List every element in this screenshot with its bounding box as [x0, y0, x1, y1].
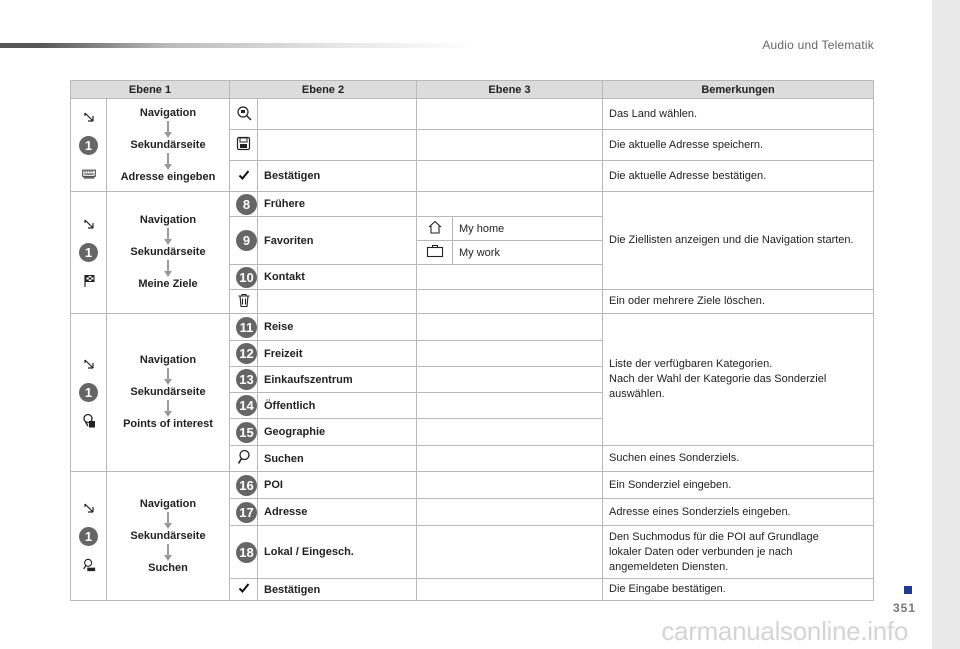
level2-badge-cell	[230, 341, 258, 367]
level2-label: Favoriten	[258, 217, 417, 265]
remark-cell	[603, 526, 874, 579]
level2-icon-cell	[230, 130, 258, 161]
keyboard-icon	[82, 167, 96, 181]
search-abc-icon	[82, 558, 96, 572]
down-arrow-icon	[164, 260, 172, 277]
level1-icons	[71, 99, 107, 192]
number-badge: 15	[236, 422, 257, 443]
level3-cell	[417, 446, 603, 472]
nav-step-target: Adresse eingeben	[120, 170, 216, 183]
level-badge: 1	[79, 527, 98, 546]
nav-step-target: Meine Ziele	[138, 278, 198, 290]
level1-icons	[71, 314, 107, 472]
level-badge: 1	[79, 136, 98, 155]
briefcase-icon	[426, 244, 444, 258]
level3-cell	[417, 130, 603, 161]
level3-cell	[417, 579, 603, 601]
level2-label: Geographie	[258, 419, 417, 446]
number-badge: 14	[236, 395, 257, 416]
level2-label: Bestätigen	[258, 579, 417, 601]
nav-step-secondary: Sekundärseite	[130, 246, 206, 258]
remark-line: auswählen.	[609, 388, 665, 400]
poi-pin-icon	[82, 414, 96, 428]
navigation-arrow-icon	[82, 110, 96, 124]
level2-label	[258, 130, 417, 161]
number-badge: 9	[236, 230, 257, 251]
level1-path	[107, 314, 230, 472]
level3-cell	[417, 314, 603, 341]
remark-cell: Suchen eines Sonderziels.	[603, 446, 874, 472]
level2-icon-cell	[230, 99, 258, 130]
level3-cell	[417, 393, 603, 419]
remark-line: lokaler Daten oder verbunden je nach	[609, 545, 793, 558]
trash-icon	[237, 293, 251, 308]
level3-cell	[417, 367, 603, 393]
level3-cell	[417, 99, 603, 130]
level2-icon-cell	[230, 579, 258, 601]
level3-cell	[417, 265, 603, 290]
number-badge: 8	[236, 194, 257, 215]
nav-step-navigation: Navigation	[139, 106, 197, 119]
down-arrow-icon	[164, 368, 172, 385]
column-header-ebene-2: Ebene 2	[230, 81, 417, 99]
down-arrow-icon	[164, 228, 172, 245]
destination-flag-icon	[82, 274, 96, 288]
level3-cell	[417, 526, 603, 579]
level2-label: POI	[258, 472, 417, 499]
level2-badge-cell	[230, 419, 258, 446]
number-badge: 18	[236, 542, 257, 563]
remark-line: Nach der Wahl der Kategorie das Sonderziel	[609, 373, 827, 385]
checkmark-icon	[238, 169, 250, 181]
level2-label	[258, 290, 417, 314]
level2-label: Öffentlich	[258, 393, 417, 419]
checkmark-icon	[238, 582, 250, 594]
navigation-arrow-icon	[82, 357, 96, 371]
number-badge: 12	[236, 343, 257, 364]
level-badge: 1	[79, 383, 98, 402]
nav-step-navigation: Navigation	[139, 497, 197, 510]
level2-label: Einkaufszentrum	[258, 367, 417, 393]
level3-cell	[417, 499, 603, 526]
down-arrow-icon	[164, 400, 172, 417]
level2-badge-cell	[230, 314, 258, 341]
level2-badge-cell	[230, 393, 258, 419]
down-arrow-icon	[164, 544, 172, 561]
remark-cell: Ein Sonderziel eingeben.	[603, 472, 874, 499]
level3-cell	[417, 419, 603, 446]
level2-badge-cell	[230, 192, 258, 217]
level2-icon-cell	[230, 446, 258, 472]
number-badge: 17	[236, 502, 257, 523]
remark-cell: Ein oder mehrere Ziele löschen.	[603, 290, 874, 314]
level2-label: Suchen	[258, 446, 417, 472]
level1-path	[107, 99, 230, 192]
level1-path	[107, 192, 230, 314]
nav-step-navigation: Navigation	[139, 214, 197, 226]
level3-label: My work	[453, 241, 603, 265]
level2-label: Lokal / Eingesch.	[258, 526, 417, 579]
level2-label: Kontakt	[258, 265, 417, 290]
table-row	[71, 314, 874, 341]
remark-cell: Die Eingabe bestätigen.	[603, 579, 874, 601]
header-rule	[0, 43, 480, 48]
nav-step-secondary: Sekundärseite	[130, 529, 206, 542]
number-badge: 13	[236, 369, 257, 390]
watermark: carmanualsonline.info	[661, 616, 908, 646]
nav-step-target: Suchen	[148, 561, 188, 574]
table-row	[71, 192, 874, 217]
flag-search-icon	[236, 105, 252, 121]
level2-label	[258, 99, 417, 130]
side-margin-strip	[932, 0, 960, 649]
level3-cell	[417, 472, 603, 499]
remark-line: angemeldeten Diensten.	[609, 560, 729, 573]
level2-label: Bestätigen	[258, 161, 417, 192]
column-header-bemerkungen: Bemerkungen	[603, 81, 874, 99]
remark-line: Liste der verfügbaren Kategorien.	[609, 358, 773, 370]
table-row	[71, 99, 874, 130]
home-icon	[427, 220, 443, 234]
level2-label: Reise	[258, 314, 417, 341]
nav-step-navigation: Navigation	[139, 354, 197, 366]
level-badge: 1	[79, 243, 98, 262]
search-icon	[237, 449, 251, 465]
remark-cell-merged	[603, 314, 874, 446]
level1-icons	[71, 192, 107, 314]
navigation-arrow-icon	[82, 501, 96, 515]
level1-icons	[71, 472, 107, 601]
table-row	[71, 472, 874, 499]
down-arrow-icon	[164, 512, 172, 529]
column-header-ebene-3: Ebene 3	[417, 81, 603, 99]
remark-cell: Das Land wählen.	[603, 99, 874, 130]
level2-label: Frühere	[258, 192, 417, 217]
level3-cell	[417, 341, 603, 367]
level3-icon-cell	[417, 217, 453, 241]
level2-icon-cell	[230, 161, 258, 192]
level3-icon-cell	[417, 241, 453, 265]
level2-icon-cell	[230, 290, 258, 314]
number-badge: 10	[236, 267, 257, 288]
remark-cell: Die aktuelle Adresse speichern.	[603, 130, 874, 161]
remark-cell-merged: Die Ziellisten anzeigen und die Navigation starten.	[603, 192, 874, 290]
column-header-ebene-1: Ebene 1	[71, 81, 230, 99]
save-disk-icon	[236, 136, 251, 151]
down-arrow-icon	[164, 121, 172, 138]
remark-cell: Die aktuelle Adresse bestätigen.	[603, 161, 874, 192]
chapter-title: Audio und Telematik	[762, 38, 874, 52]
level2-label: Adresse	[258, 499, 417, 526]
remark-cell: Adresse eines Sonderziels eingeben.	[603, 499, 874, 526]
level1-path	[107, 472, 230, 601]
number-badge: 11	[236, 317, 257, 338]
level3-label: My home	[453, 217, 603, 241]
number-badge: 16	[236, 475, 257, 496]
page-number: 351	[892, 601, 916, 615]
nav-step-secondary: Sekundärseite	[130, 386, 206, 398]
level2-badge-cell	[230, 367, 258, 393]
level2-badge-cell	[230, 526, 258, 579]
level2-badge-cell	[230, 472, 258, 499]
level3-cell	[417, 192, 603, 217]
level3-cell	[417, 161, 603, 192]
level2-badge-cell	[230, 499, 258, 526]
level2-badge-cell	[230, 265, 258, 290]
level2-label: Freizeit	[258, 341, 417, 367]
remark-line: Den Suchmodus für die POI auf Grundlage	[609, 530, 819, 543]
down-arrow-icon	[164, 153, 172, 170]
table-header-row	[71, 81, 874, 99]
level3-cell	[417, 290, 603, 314]
navigation-menu-table	[70, 80, 874, 601]
nav-step-secondary: Sekundärseite	[130, 138, 206, 151]
level2-badge-cell	[230, 217, 258, 265]
navigation-arrow-icon	[82, 217, 96, 231]
nav-step-target: Points of interest	[123, 418, 213, 430]
next-page-marker	[904, 586, 912, 594]
